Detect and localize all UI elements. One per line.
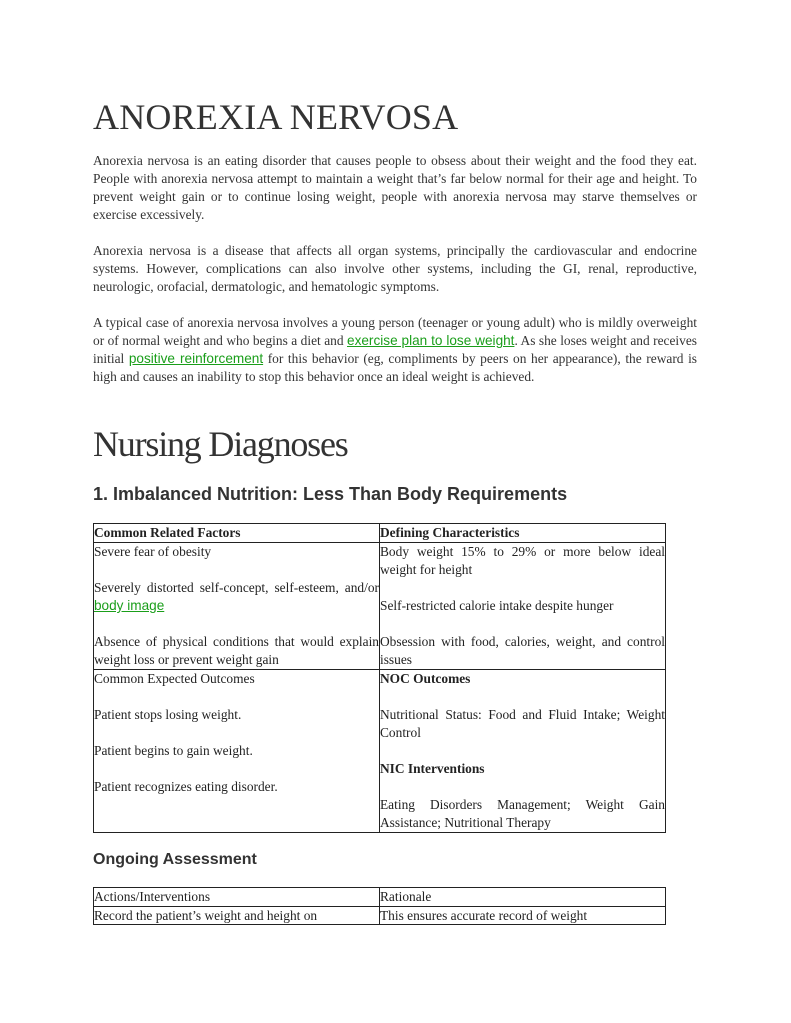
table-row: [94, 543, 666, 670]
body-image-link[interactable]: body image: [94, 598, 165, 613]
related-factor-item: Absence of physical conditions that would explain weight loss or prevent weight gain: [94, 634, 379, 667]
noc-nic-cell: [380, 670, 666, 833]
table-row: [94, 670, 666, 833]
section-title: Nursing Diagnoses: [93, 424, 348, 464]
diagnosis-table: [93, 523, 666, 833]
nic-interventions-header: NIC Interventions: [380, 761, 485, 776]
action-text: Record the patient’s weight and height on: [94, 908, 318, 923]
rationale-cell: [380, 907, 666, 925]
table-row: [94, 907, 666, 925]
expected-outcomes-header: Common Expected Outcomes: [94, 671, 255, 686]
outcome-item: Patient begins to gain weight.: [94, 743, 253, 758]
related-factor-item: Severe fear of obesity: [94, 544, 212, 559]
table-header-row: [94, 524, 666, 543]
page-title: ANOREXIA NERVOSA: [93, 97, 459, 137]
ongoing-assessment-title: Ongoing Assessment: [93, 851, 257, 868]
actions-header: Actions/Interventions: [94, 888, 380, 907]
characteristic-item: Obsession with food, calories, weight, and control issues: [380, 634, 665, 667]
typical-case-paragraph: [93, 314, 697, 386]
noc-outcomes-header: NOC Outcomes: [380, 671, 471, 686]
characteristic-item: Body weight 15% to 29% or more below ideal weight for height: [380, 544, 665, 577]
defining-characteristics-cell: [380, 543, 666, 670]
related-factors-header: Common Related Factors: [94, 524, 380, 543]
nic-interventions-text: Eating Disorders Management; Weight Gain Assistance; Nutritional Therapy: [380, 797, 665, 830]
noc-outcomes-text: Nutritional Status: Food and Fluid Intake; Weight Control: [380, 707, 665, 740]
organ-systems-paragraph: Anorexia nervosa is a disease that affects all organ systems, principally the cardiovascular and endocrine systems. However, complications can also involve other systems, including the GI, renal, reproductive, neurologic, orofacial, dermatologic, and hematologic symptoms.: [93, 243, 697, 294]
outcome-item: Patient stops losing weight.: [94, 707, 242, 722]
action-cell: [94, 907, 380, 925]
defining-characteristics-header: Defining Characteristics: [380, 524, 666, 543]
characteristic-item: Self-restricted calorie intake despite hunger: [380, 598, 614, 613]
positive-reinforcement-link[interactable]: positive reinforcement: [128, 351, 264, 366]
related-factor-item: [94, 579, 379, 615]
related-factors-cell: [94, 543, 380, 670]
related-factor-text: Severely distorted self-concept, self-esteem, and/or: [94, 580, 379, 595]
diagnosis-title: 1. Imbalanced Nutrition: Less Than Body Requirements: [93, 484, 568, 504]
rationale-header: Rationale: [380, 888, 666, 907]
table-header-row: [94, 888, 666, 907]
typical-case-text-b: . As she loses weight and receives initial: [93, 333, 697, 366]
intro-paragraph: Anorexia nervosa is an eating disorder that causes people to obsess about their weight and the food they eat. People with anorexia nervosa attempt to maintain a weight that’s far below normal for their age and height. To prevent weight gain or to continue losing weight, people with anorexia nervosa may starve themselves or exercise excessively.: [93, 153, 697, 222]
outcome-item: Patient recognizes eating disorder.: [94, 779, 278, 794]
expected-outcomes-cell: [94, 670, 380, 833]
exercise-plan-link[interactable]: exercise plan to lose weight: [347, 333, 515, 348]
assessment-table: [93, 887, 666, 925]
typical-case-text-c: for this behavior (eg, compliments by peers on her appearance), the reward is high and causes an inability to stop this behavior once an ideal weight is achieved.: [93, 351, 698, 384]
rationale-text: This ensures accurate record of weight: [380, 908, 588, 923]
typical-case-text-a: A typical case of anorexia nervosa involves a young person (teenager or young adult) who is mildly overweight or of normal weight and who begins a diet and: [93, 315, 697, 348]
